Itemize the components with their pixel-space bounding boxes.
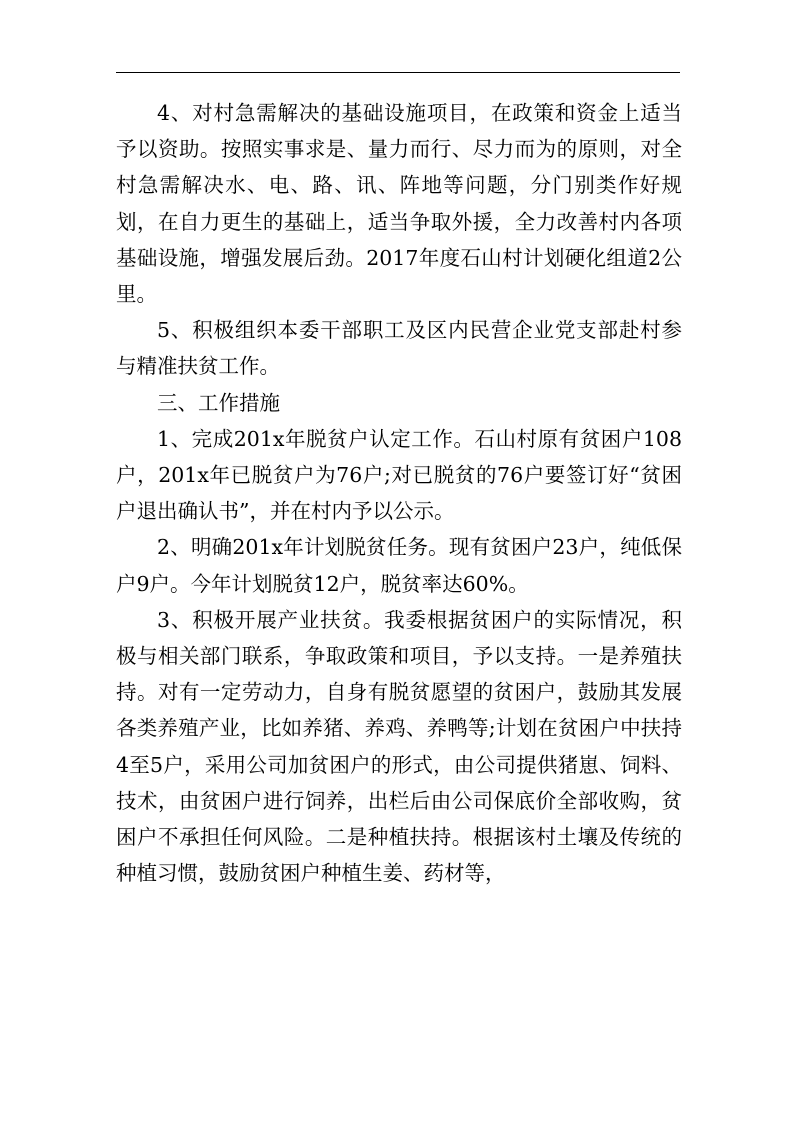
header-rule xyxy=(116,72,680,73)
paragraph-infrastructure: 4、对村急需解决的基础设施项目，在政策和资金上适当予以资助。按照实事求是、量力而行、尽力而为的原则，对全村急需解决水、电、路、讯、阵地等问题，分门别类作好规划，在自力更生的基础上，适当争取外援，全力改善村内各项基础设施，增强发展后劲。2017年度石山村计划硬化组道2公里。 xyxy=(116,101,682,307)
section-heading-work-measures: 三、工作措施 xyxy=(157,390,280,415)
paragraph-poverty-targets: 2、明确201x年计划脱贫任务。现有贫困户23户，纯低保户9户。今年计划脱贫12户，脱贫率达60%。 xyxy=(116,535,682,596)
paragraph-poverty-identification: 1、完成201x年脱贫户认定工作。石山村原有贫困户108户，201x年已脱贫户为76户;对已脱贫的76户要签订好“贫困户退出确认书”，并在村内予以公示。 xyxy=(116,426,682,524)
paragraph-industry-support: 3、积极开展产业扶贫。我委根据贫困户的实际情况，积极与相关部门联系，争取政策和项目，予以支持。一是养殖扶持。对有一定劳动力，自身有脱贫愿望的贫困户，鼓励其发展各类养殖产业，比如养猪、养鸡、养鸭等;计划在贫困户中扶持4至5户，采用公司加贫困户的形式，由公司提供猪崽、饲料、技术，由贫困户进行饲养，出栏后由公司保底价全部收购，贫困户不承担任何风险。二是种植扶持。根据该村土壤及传统的种植习惯，鼓励贫困户种植生姜、药材等， xyxy=(116,607,682,886)
document-body xyxy=(116,95,682,891)
paragraph-organize-staff: 5、积极组织本委干部职工及区内民营企业党支部赴村参与精准扶贫工作。 xyxy=(116,318,682,379)
